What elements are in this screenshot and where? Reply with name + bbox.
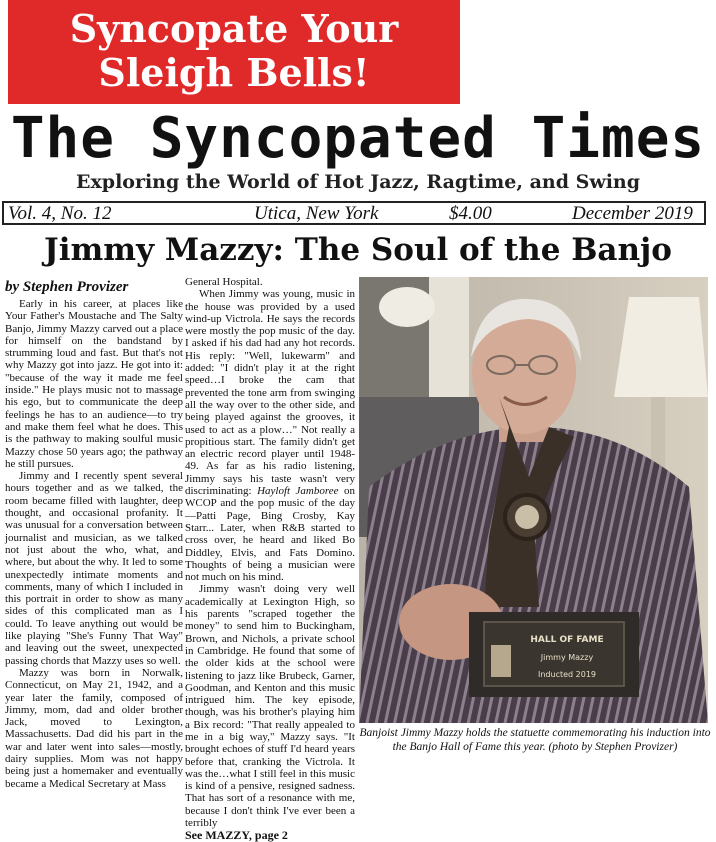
- issue-volume: Vol. 4, No. 12: [8, 203, 112, 224]
- article-paragraph: Jimmy and I recently spent several hours together and as we talked, the room became filled with laughter, deep thought, and occasional profanity. It was unusual for a conversation between journalist and musician, as we talked not just about the who, what, and where, but about the why. It led to some unexpectedly intimate moments and comments, many of which I included in this portrait in order to show as many sides of this complicated man as I could. To leave anything out would be like playing "She's Funny That Way" and leaving out the sweet, unexpected passing chords that Mazzy uses so well.: [5, 470, 183, 667]
- banner-line-2: Sleigh Bells!: [98, 50, 370, 95]
- article-headline: Jimmy Mazzy: The Soul of the Banjo: [44, 232, 672, 268]
- continued-link[interactable]: See MAZZY, page 2: [185, 828, 288, 842]
- article-paragraph: Mazzy was born in Norwalk, Connecticut, on May 21, 1942, and a year later the family, composed of Jimmy, mom, dad and older brother Jack, moved to Lexington, Massachusetts. Dad did his part in the war and later went into sales—mostly, dairy supplies. Mom was not happy being just a homemaker and eventually became a Medical Secretary at Mass: [5, 666, 183, 790]
- promo-banner[interactable]: [8, 0, 460, 104]
- text-run: on WCOP and the pop music of the day—Patti Page, Bing Crosby, Kay Starr... Later, when R&B started to cross over, he heard and liked Bo Diddley, Elvis, and Fats Domino. Thoughts of being a musician were not much on his mind.: [185, 485, 355, 584]
- text-run: When Jimmy was young, music in the house was provided by a used wind-up Victrola. He says the records were mostly the pop music of the day. I asked if his dad had any hot records. His reply: "Well, lukewarm" and added: "I didn't play it at the right speed…I broke the cam that prevented the tone arm from swinging all the way over to the other side, and being played against the grooves, it used to act as a plow…" Not really a propitious start. The family didn't get an electric record player until 1948-49. As far as his radio listening, Jimmy says his taste wasn't very discriminating:: [185, 288, 355, 498]
- masthead-tagline: Exploring the World of Hot Jazz, Ragtime, and Swing: [75, 171, 641, 193]
- article-column-1: [5, 298, 183, 790]
- article-photo: [359, 277, 708, 723]
- photo-illustration: [359, 277, 708, 723]
- article-column-2: [185, 276, 355, 842]
- banner-line-1: Syncopate Your: [69, 6, 399, 51]
- article-paragraph: [185, 288, 355, 583]
- article-paragraph: General Hospital.: [185, 276, 263, 288]
- masthead-title: The Syncopated Times: [10, 106, 706, 171]
- show-title: Hayloft Jamboree: [257, 485, 339, 498]
- article-byline: by Stephen Provizer: [5, 279, 129, 295]
- article-paragraph: Early in his career, at places like Your Father's Moustache and The Salty Banjo, Jimmy Mazzy carved out a place for himself on the bandstand by strumming loud and fast. But that's not why Mazzy got into jazz. He got into it: "because of the way it made me feel inside." He plays music not to massage his ego, but to communicate the deep feelings he has to an audience—to try and make them feel what he does. This is the pathway to making soulful music Mazzy chose 50 years ago; the pathway he still pursues.: [5, 298, 183, 470]
- issue-price: $4.00: [449, 203, 492, 224]
- issue-date: December 2019: [572, 203, 693, 224]
- issue-bar: [2, 201, 706, 225]
- issue-location: Utica, New York: [254, 203, 379, 224]
- plaque-line-1: HALL OF FAME: [530, 635, 604, 645]
- article-paragraph: Jimmy wasn't doing very well academically at Lexington High, so his parents "scraped together the money" to send him to Buckingham, Brown, and Nichols, a private school in Cambridge. He found that some of the older kids at the school were listening to jazz like Brubeck, Garner, Goodman, and Kenton and this music intrigued him. The key episode, though, was his brother's playing him a Bix record: "That really appealed to me in a big way," Mazzy says. "It brought echoes of stuff I'd heard years before that, cranking the Victrola. It was the…what I still feel in this music is kind of a pensive, resigned sadness. That has sort of a resonance with me, because I don't think I've ever been a terribly: [185, 583, 355, 830]
- plaque-line-2: Jimmy Mazzy: [540, 653, 594, 662]
- plaque-line-3: Inducted 2019: [537, 670, 597, 679]
- photo-caption: Banjoist Jimmy Mazzy holds the statuette commemorating his induction into the Banjo Hall of Fame this year. (photo by Stephen Provizer): [359, 727, 711, 753]
